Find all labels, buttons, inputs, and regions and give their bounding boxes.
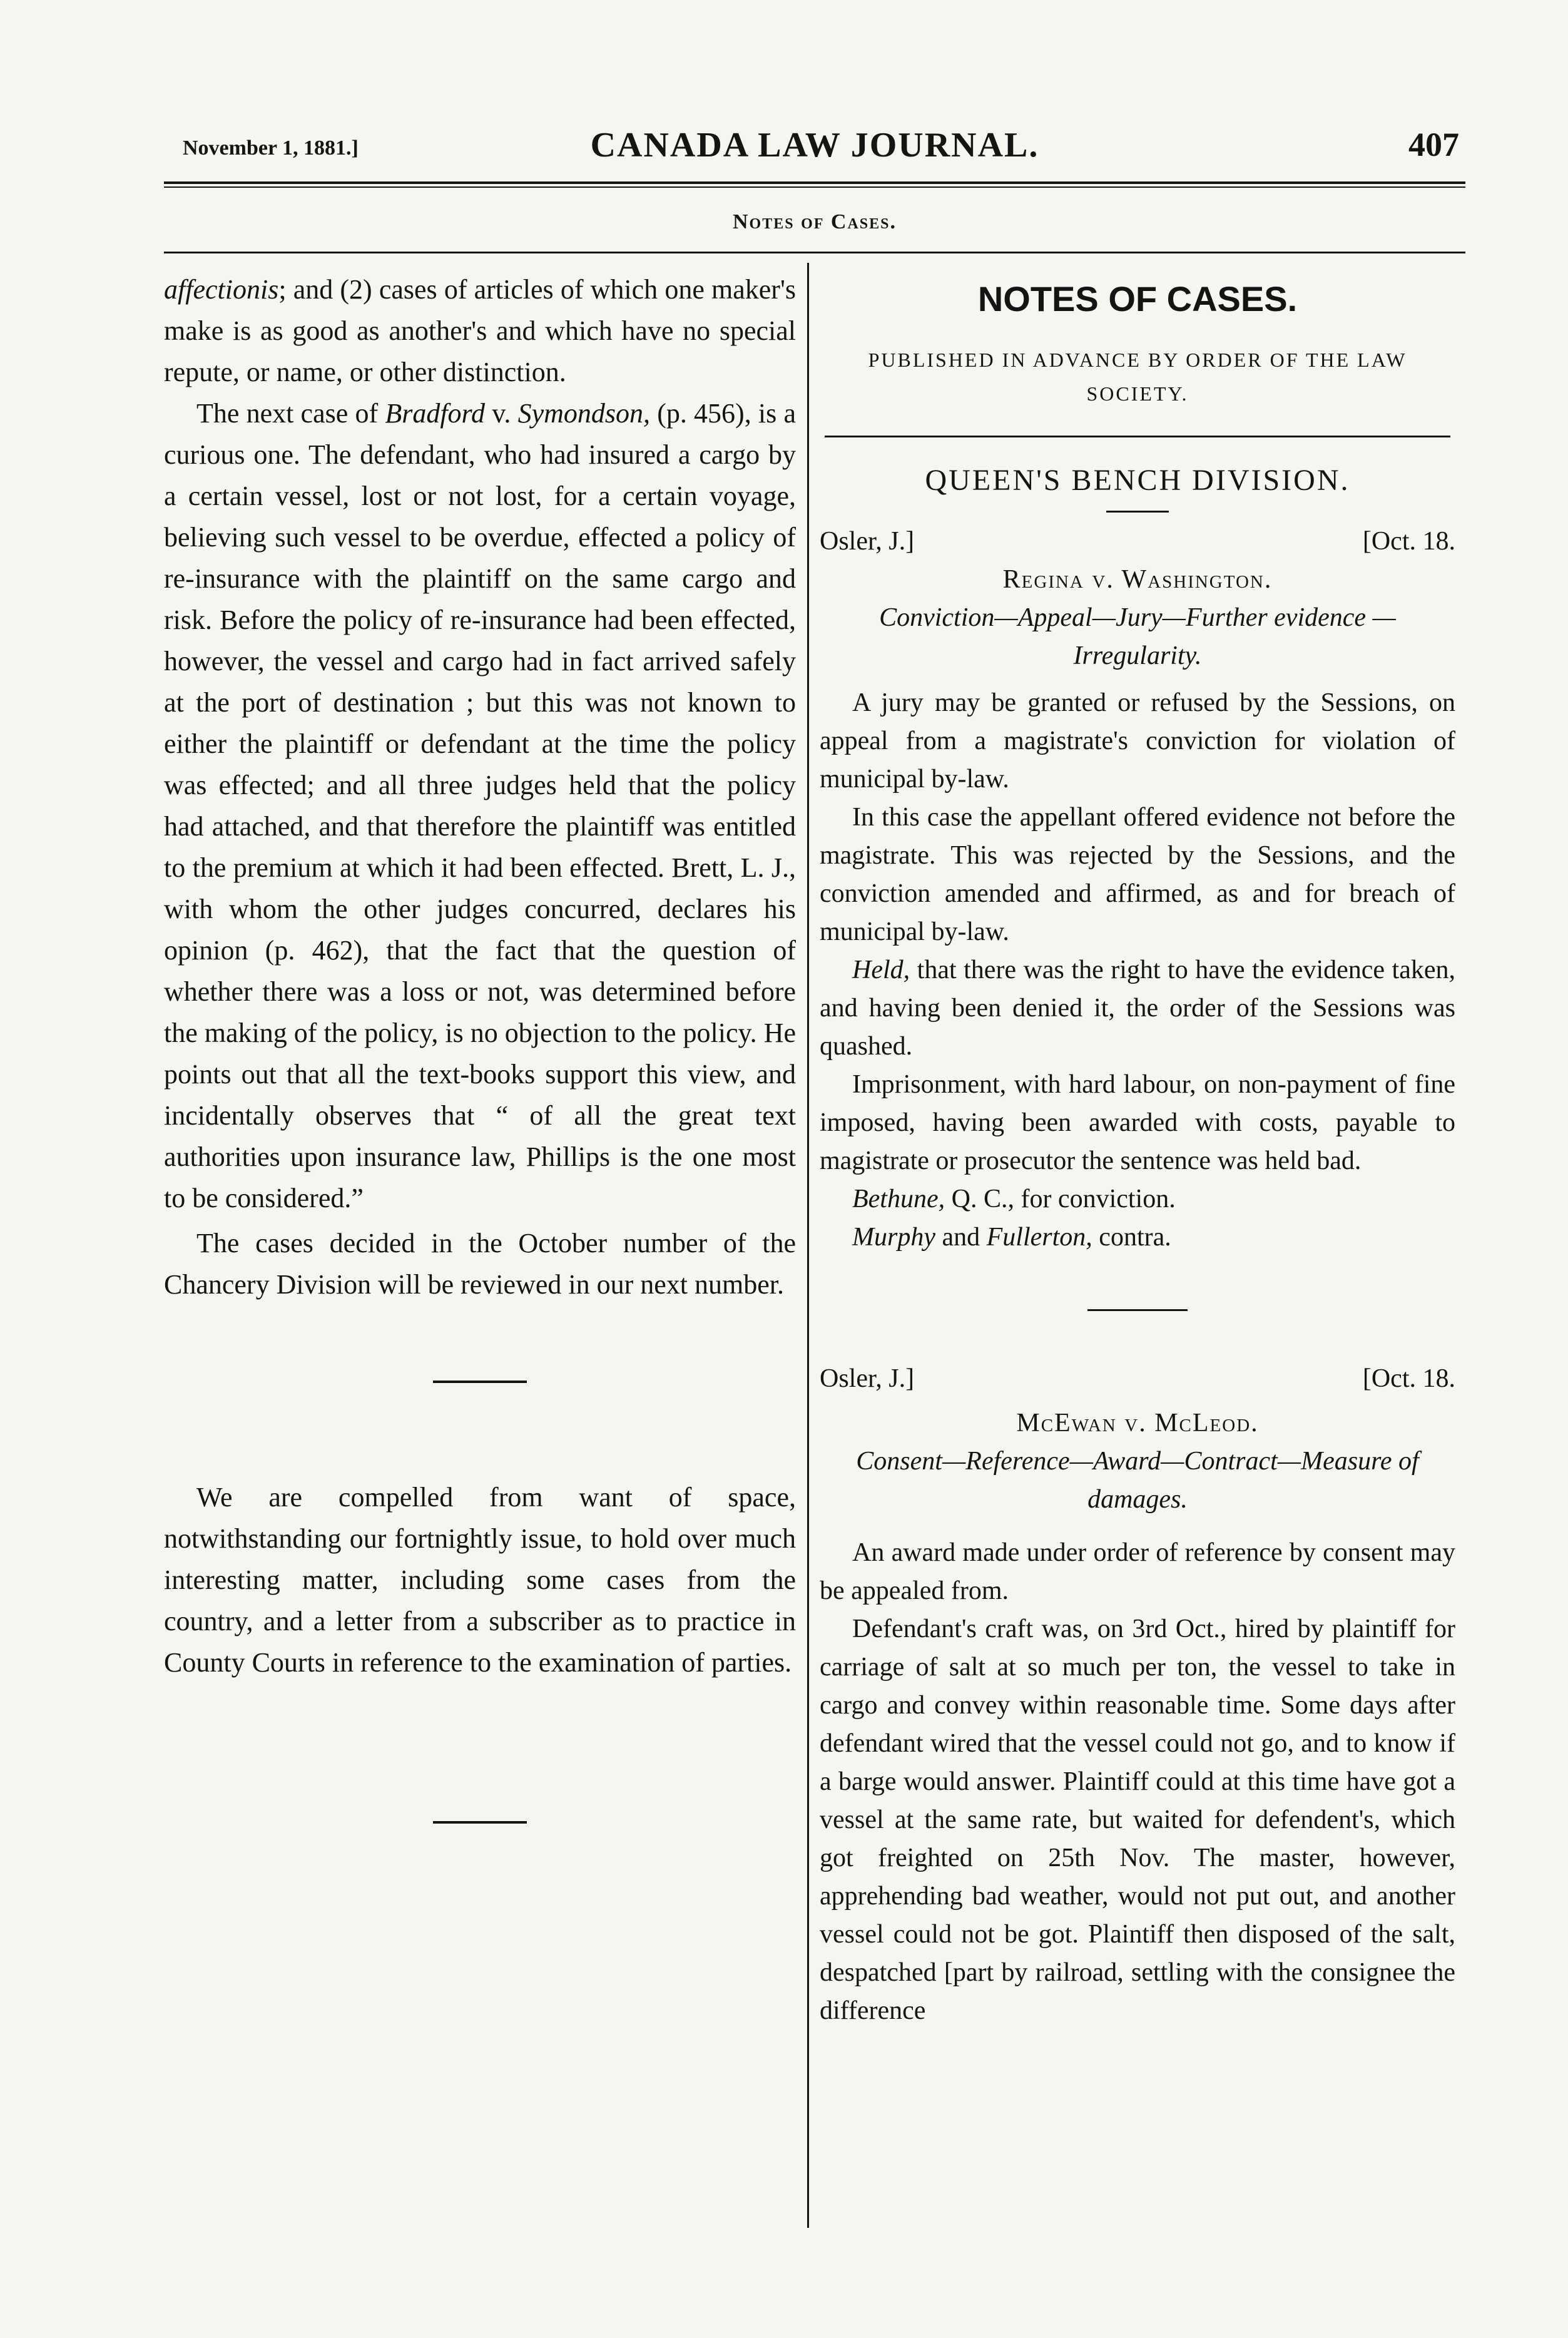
notes-title: NOTES OF CASES. bbox=[977, 279, 1298, 319]
case2-date: [Oct. 18. bbox=[1362, 1364, 1455, 1393]
separator-rule bbox=[1087, 1309, 1188, 1311]
left-paragraph-4: We are compelled from want of space, notwithstanding our fortnightly issue, to hold over much interesting matter, including some cases from the country, and a letter from a subscriber as to practice in County Courts in reference to the examination of parties. bbox=[164, 1482, 796, 1678]
page-number: 407 bbox=[1408, 126, 1459, 163]
court-heading: QUEEN'S BENCH DIVISION. bbox=[925, 464, 1350, 497]
latin-term: affectionis bbox=[164, 274, 279, 305]
case1-paragraph-1: A jury may be granted or refused by the Sessions, on appeal from a magistrate's conviction for violation of municipal by-law. bbox=[820, 688, 1455, 794]
text-run: and bbox=[935, 1223, 987, 1252]
section-rule bbox=[164, 252, 1465, 253]
left-paragraph-3: The cases decided in the October number of the Chancery Division will be reviewed in our next number. bbox=[164, 1228, 796, 1300]
text-run: The next case of bbox=[196, 398, 385, 429]
header-double-rule bbox=[164, 181, 1465, 188]
case2-judge: Osler, J.] bbox=[820, 1364, 915, 1393]
separator-rule bbox=[825, 436, 1450, 437]
left-paragraph-1 bbox=[164, 269, 796, 393]
case1-paragraph-3 bbox=[820, 951, 1455, 1066]
case1-judge-line bbox=[820, 523, 1455, 561]
counsel-name: Fullerton, bbox=[986, 1223, 1092, 1252]
case2-paragraph-1: An award made under order of reference by consent may be appealed from. bbox=[820, 1538, 1455, 1605]
case1-counsel-2 bbox=[820, 1218, 1455, 1257]
text-run: v. bbox=[485, 398, 518, 429]
text-run: Q. C., for conviction. bbox=[945, 1185, 1176, 1213]
case2-paragraph-2: Defendant's craft was, on 3rd Oct., hired by plaintiff for carriage of salt at so much per ton, the vessel to take in cargo and convey within reasonable time. Some days after defendant wired that the vessel could not go, and to know if a barge would answer. Plaintiff could at this time have got a vessel at the same rate, but waited for defendent's, which got freighted on 25th Nov. The master, however, apprehending bad weather, would not put out, and another vessel could not be got. Plaintiff then disposed of the salt, despatched [part by railroad, settling with the consignee the difference bbox=[820, 1615, 1455, 2025]
separator-rule bbox=[433, 1821, 527, 1824]
left-paragraph-1-text: ; and (2) cases of articles of which one maker's make is as good as another's and which have no special repute, or name, or other distinction. bbox=[164, 274, 796, 387]
left-paragraph-2 bbox=[164, 393, 796, 1219]
case2-headnote: Consent—Reference—Award—Contract—Measure of damages. bbox=[856, 1447, 1419, 1514]
case2-name: McEwan v. McLeod. bbox=[1016, 1409, 1259, 1437]
counsel-name: Bethune, bbox=[852, 1185, 945, 1213]
case1-paragraph-2: In this case the appellant offered evidence not before the magistrate. This was rejected by the Sessions, and the conviction amended and affirmed, as and for breach of municipal by-law. bbox=[820, 803, 1455, 946]
case1-paragraph-4: Imprisonment, with hard labour, on non-payment of fine imposed, having been awarded with costs, payable to magistrate or prosecutor the sentence was held bad. bbox=[820, 1070, 1455, 1175]
case1-counsel-1 bbox=[820, 1180, 1455, 1218]
notes-subtitle: PUBLISHED IN ADVANCE BY ORDER OF THE LAW SOCIETY. bbox=[868, 349, 1407, 405]
header-date: November 1, 1881.] bbox=[183, 136, 359, 160]
separator-rule bbox=[1106, 511, 1169, 513]
counsel-name: Murphy bbox=[852, 1223, 935, 1252]
case1-headnote: Conviction—Appeal—Jury—Further evidence —Irregularity. bbox=[879, 603, 1396, 670]
text-run: (p. 456), is a curious one. The defendant, who had insured a cargo by a certain vessel, lost or not lost, for a certain voyage, believing such vessel to be overdue, effected a policy of re-insurance with the plaintiff on the same cargo and risk. Before the policy of re-insurance had been effected, however, the vessel and cargo had in fact arrived safely at the port of destination ; but this was not known to either the plaintiff or defendant at the time the policy was effected; and all three judges held that the policy had attached, and that therefore the plaintiff was entitled to the premium at which it had been effected. Brett, L. J., with whom the other judges concurred, declares his opinion (p. 462), that the fact that the question of whether there was a loss or not, was determined before the making of the policy, is no objection to the policy. He points out that all the text-books support this view, and incidentally observes that “ of all the great text authorities upon insurance law, Phillips is the one most to be considered.” bbox=[164, 398, 796, 1213]
held-term: Held, bbox=[852, 956, 910, 984]
case2-judge-line bbox=[820, 1360, 1455, 1398]
journal-title: CANADA LAW JOURNAL. bbox=[590, 126, 1039, 165]
left-column bbox=[164, 269, 796, 1824]
separator-rule bbox=[433, 1381, 527, 1383]
case1-date: [Oct. 18. bbox=[1362, 527, 1455, 556]
text-run: contra. bbox=[1092, 1223, 1171, 1252]
case-party: Bradford bbox=[385, 398, 486, 429]
case1-judge: Osler, J.] bbox=[820, 527, 915, 556]
column-divider bbox=[807, 263, 809, 2228]
right-column bbox=[820, 269, 1455, 2030]
case1-name: Regina v. Washington. bbox=[1002, 565, 1273, 594]
case-party: Symondson, bbox=[517, 398, 651, 429]
running-header bbox=[164, 123, 1465, 166]
text-run: that there was the right to have the evidence taken, and having been denied it, the order of the Sessions was quashed. bbox=[820, 956, 1455, 1061]
section-heading: Notes of Cases. bbox=[732, 210, 897, 233]
